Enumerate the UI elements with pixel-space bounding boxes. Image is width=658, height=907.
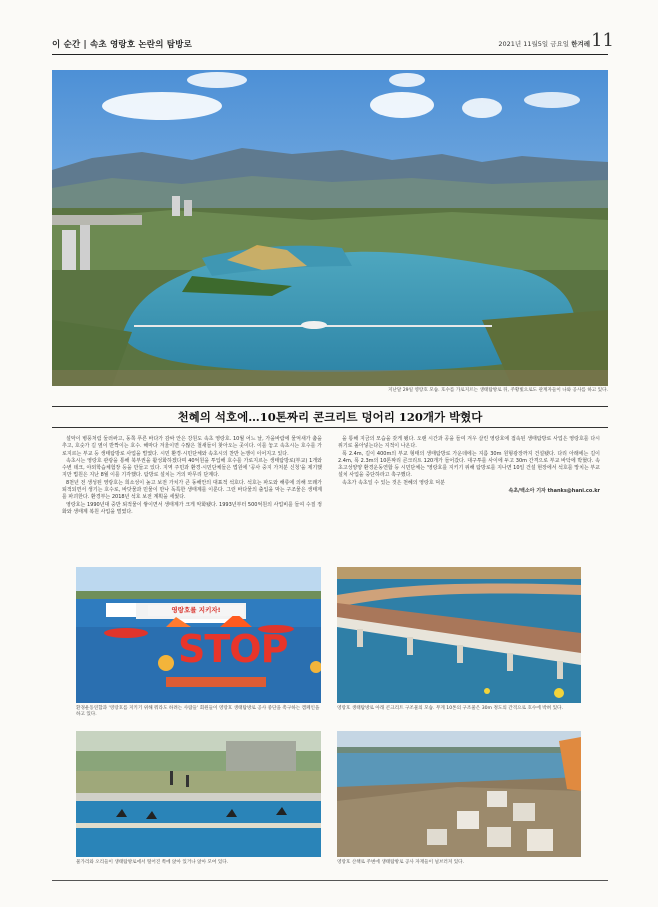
article-paragraph: 8천년 전 생성된 영랑호는 희소성이 높고 보전 가치가 큰 동해안의 대표적 석호다. 석호는 파도와 해류에 의해 모래가 퇴적되면서 생기는 호수로, 바닷물과 민물이 만나 독특한 생태계를 이룬다. 그런 바다물의 출입을 막는 구조물은 생태계를 파괴한다. 환경부는 2018년 석호 보전 계획을 세웠다. — [62, 479, 322, 501]
main-photo-caption: 지난달 29일 영랑호 모습. 호수를 가로지르는 생태탐방로 뒤, 주황빛으로도 관계자들이 나와 공사를 하고 있다. — [387, 388, 608, 393]
birds-illustration — [76, 731, 321, 857]
construction-photo-caption: 영랑호 산책로 주변에 생태탐방로 공사 자재들이 널브러져 있다. — [337, 860, 465, 865]
birds-photo — [76, 731, 321, 857]
aerial-lake-illustration — [52, 70, 608, 386]
article-byline: 속초/백소아 기자 thanks@hani.co.kr — [508, 488, 600, 495]
pontoon-illustration — [337, 567, 581, 703]
date-text: 2021년 11월5일 금요일 — [498, 40, 570, 48]
pontoon-photo-caption: 영랑호 생태탐방로 아래 콘크리트 구조물의 모습. 무게 10톤의 구조물은 30m 정도의 간격으로 호수에 박혀 있다. — [337, 706, 563, 711]
page-header — [52, 30, 614, 55]
article-paragraph: 설악이 병풍처럼 둘러싸고, 동쪽 푸른 바다가 감싸 안은 강원도 속초 영랑호. 10월 어느 날, 가을바람에 물억새가 춤을 추고, 호숫가 길 옆이 반짝이는 호수. 해마다 겨울이면 수많은 철새들이 찾아오는 곳이다. 이를 놓고 속초시는 호수를 가로지르는 부교 등 생태탐방로 사업을 벌였다. 시민 환경·시민단체와 속초시의 찬반 논쟁이 이어지고 있다. — [62, 436, 322, 457]
bottom-rule — [52, 880, 608, 881]
newspaper-brand: 한겨레 — [571, 40, 590, 48]
section-title: 이 순간 | 속초 영랑호 논란의 탐방로 — [52, 40, 193, 50]
article-right-column — [338, 436, 600, 495]
article-paragraph: 영랑호는 1990년대 중반 퇴적물이 쌓이면서 생태계가 크게 악화됐다. 1993년부터 500억원의 사업비를 들여 수질 정화와 생태계 복원 사업을 벌였다. — [62, 501, 322, 515]
article-headline: 천혜의 석호에…10톤짜리 콘크리트 덩어리 120개가 박혔다 — [52, 406, 608, 428]
protest-photo-caption: 환경운동연합과 '영랑호를 지키기 위해 뭐라도 하려는 사람들' 회원들이 영랑호 생태탐방로 공사 중단을 촉구하는 캠페인을 하고 있다. — [76, 706, 320, 717]
construction-illustration — [337, 731, 581, 857]
pontoon-photo — [337, 567, 581, 703]
birds-photo-caption: 물가리와 오리들이 생태탐방로에서 떨어진 쪽에 앉아 있거나 앉아 모여 있다. — [76, 860, 229, 865]
article-paragraph: 속초시는 영랑호 관광을 통해 북부권을 활성화하겠다며 40억원을 투입해 호수를 가로지르는 생태탐방로(부교) 1개와 수변 데크, 야외학습체험장 등을 만들고 있다. 지역 주민과 환경·시민단체들은 법원에 '공사 중지 가처분 신청'을 제기했지만 법원은 지난 8월 이를 기각했다. 탐방로 설치는 거의 마무리 단계다. — [62, 457, 322, 479]
article-paragraph: 폭 2.4m, 길이 400m의 부교 형태의 생태탐방로 가운데에는 지름 30m 원형광장까지 건설됐다. 다리 아래에는 길이 2.4m, 폭 2.3m의 10톤짜리 콘크리트 120개가 들어갔다. 대구투를 사이에 두고 30m 간격으로 부교 바닥에 박혔다. 속초고성양양 환경운동연합 등 시민단체는 '영랑호를 지키기 위해 탐방로를 지나면 10일 건설 현장에서 석호를 망치는 부교 설치 사업을 중단하라고 촉구했다. — [338, 450, 600, 479]
page-number: 11 — [591, 30, 614, 51]
construction-photo — [337, 731, 581, 857]
protest-photo — [76, 567, 321, 703]
article-paragraph: 을 통해 지금의 모습을 갖게 됐다. 오랜 시간과 공을 들여 겨우 살린 영랑호에 접속된 생태탐방로 사업은 영랑호를 다시 위기로 몰아넣는다는 지적이 나온다. — [338, 436, 600, 450]
article-left-column — [62, 436, 322, 516]
issue-date — [498, 39, 590, 48]
stop-sign: STOP — [178, 627, 288, 671]
protest-banner: 영랑호를 지키자! — [148, 605, 244, 616]
article-paragraph: 속초가 속초일 수 있는 것은 천혜의 영랑호 덕분 — [342, 479, 445, 486]
main-aerial-photo — [52, 70, 608, 386]
